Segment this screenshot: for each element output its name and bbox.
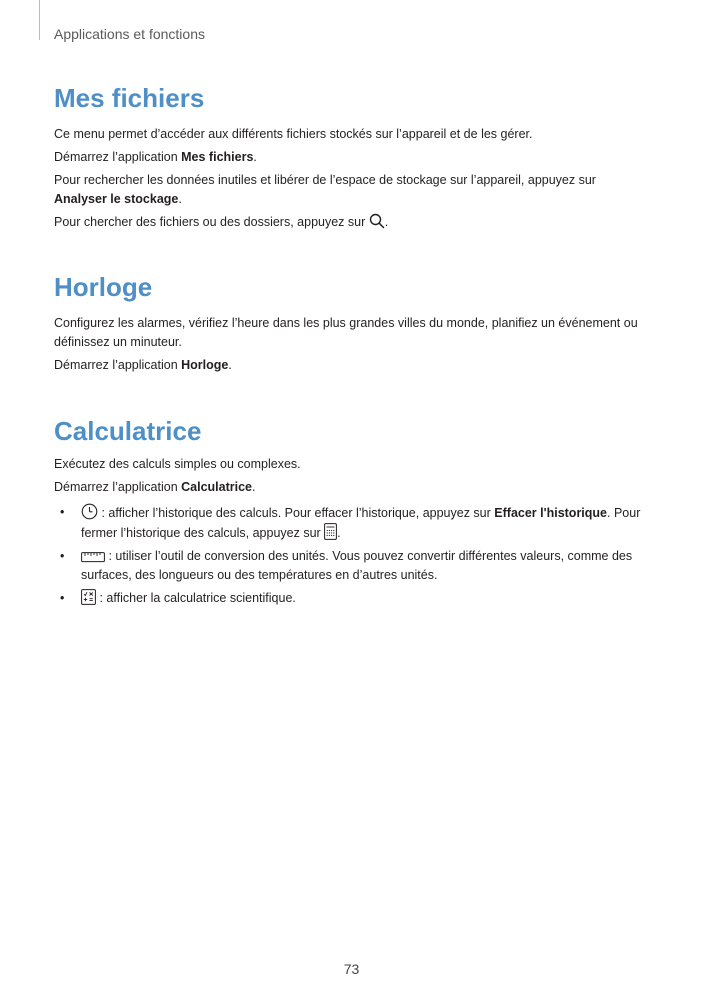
search-icon — [369, 213, 385, 229]
app-name: Mes fichiers — [181, 150, 254, 164]
option-name: Analyser le stockage — [54, 192, 179, 206]
app-name: Horloge — [181, 358, 229, 372]
paragraph — [54, 314, 646, 352]
text: . — [178, 192, 182, 206]
app-name: Calculatrice — [181, 480, 253, 494]
text: Ce menu permet d’accéder aux différents fichiers stockés sur l’appareil et de les gérer. — [54, 127, 533, 141]
bullet: • — [60, 549, 65, 563]
header-rule — [39, 0, 40, 40]
text: . — [384, 215, 389, 229]
page-number: 73 — [343, 961, 360, 977]
paragraph — [54, 213, 646, 232]
text: Démarrez l’application — [54, 150, 182, 164]
text: : afficher l’historique des calculs. Pour effacer l’historique, appuyez sur — [98, 506, 495, 520]
section-mes-fichiers — [54, 78, 646, 232]
text: Démarrez l’application — [54, 358, 182, 372]
text: : utiliser l’outil de conversion des unités. Vous pouvez convertir différentes valeurs, comme des surfaces, des longueurs ou des températures en d’autres unités. — [81, 549, 633, 582]
page-content — [54, 78, 646, 612]
paragraph — [54, 455, 646, 474]
section-title-mes-fichiers: Mes fichiers — [54, 83, 205, 113]
bullet: • — [60, 505, 65, 519]
list-item — [54, 547, 646, 585]
ruler-icon — [81, 551, 105, 563]
text: Configurez les alarmes, vérifiez l’heure dans les plus grandes villes du monde, planifiez un événement ou définissez un minuteur. — [54, 316, 638, 349]
text: Pour chercher des fichiers ou des dossiers, appuyez sur — [54, 215, 369, 229]
paragraph — [54, 171, 646, 209]
option-name: Effacer l'historique — [494, 506, 608, 520]
paragraph — [54, 125, 646, 144]
text: . — [228, 358, 232, 372]
text: Démarrez l’application — [54, 480, 182, 494]
text: . Pour fermer l’historique des calculs, appuyez sur — [81, 506, 641, 540]
text: : afficher la calculatrice scientifique. — [96, 591, 296, 605]
text: . — [252, 480, 256, 494]
scientific-calculator-icon — [81, 589, 96, 605]
section-calculatrice — [54, 411, 646, 608]
section-title-calculatrice: Calculatrice — [54, 416, 202, 446]
paragraph — [54, 356, 646, 375]
calculator-keypad-icon — [324, 523, 337, 540]
list-item — [54, 589, 646, 608]
paragraph — [54, 148, 646, 167]
text: Exécutez des calculs simples ou complexes. — [54, 457, 301, 471]
header-title: Applications et fonctions — [54, 26, 205, 42]
text: . — [253, 150, 257, 164]
bullet: • — [60, 591, 65, 605]
section-title-horloge: Horloge — [54, 272, 153, 302]
paragraph — [54, 478, 646, 497]
text: Pour rechercher les données inutiles et libérer de l’espace de stockage sur l’appareil, appuyez sur — [54, 173, 596, 187]
clock-history-icon — [81, 503, 98, 520]
feature-list — [54, 503, 646, 608]
text: . — [337, 526, 341, 540]
list-item — [54, 503, 646, 543]
section-horloge — [54, 267, 646, 375]
